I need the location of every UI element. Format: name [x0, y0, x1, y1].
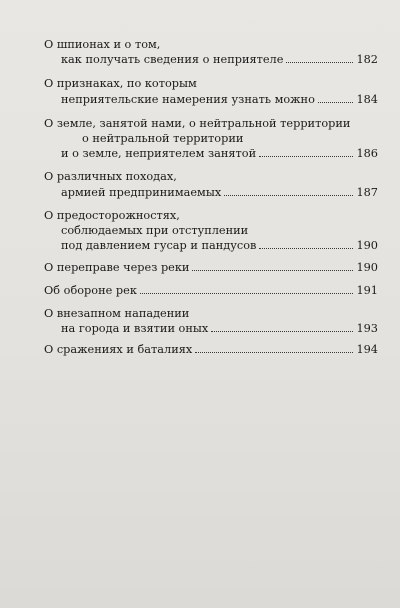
toc-entry: [44, 306, 378, 336]
dot-leader: [195, 351, 353, 353]
page-number: 182: [356, 53, 378, 67]
toc-entry-title: армией предпринимаемых: [61, 185, 222, 199]
toc-entry: [44, 283, 378, 298]
dot-leader: [318, 101, 354, 103]
page-number: 184: [356, 92, 378, 106]
toc-entry-title: О различных походах,: [44, 170, 177, 184]
toc-entry-title: под давлением гусар и пандусов: [61, 239, 257, 253]
page-number: 193: [356, 322, 378, 336]
page-number: 194: [356, 343, 378, 357]
dot-leader: [286, 61, 353, 63]
toc-entry: [44, 260, 378, 275]
toc-entry-title: как получать сведения о неприятеле: [61, 53, 284, 67]
page-number: 190: [356, 239, 378, 253]
toc-entry-title: О земле, занятой нами, о нейтральной территории: [44, 116, 351, 130]
toc-entry-title: на города и взятии оных: [61, 322, 209, 336]
toc-entry: [44, 342, 378, 357]
dot-leader: [259, 155, 353, 157]
toc-entry-title: Об обороне рек: [44, 283, 137, 297]
page-number: 186: [356, 147, 378, 161]
toc-entry-title: О предосторожностях,: [44, 208, 180, 222]
toc-entry-title: О шпионах и о том,: [44, 38, 161, 51]
dot-leader: [259, 247, 353, 249]
toc-entry-title: О внезапном нападении: [44, 306, 190, 320]
toc-entry: [44, 116, 378, 162]
toc-entry: [44, 208, 378, 254]
page-number: 190: [356, 261, 378, 275]
toc-entry-title: о нейтральной территории: [82, 132, 244, 146]
toc-entry-title: О признаках, по которым: [44, 77, 197, 91]
toc-entry: [44, 76, 378, 106]
dot-leader: [211, 330, 353, 332]
toc-entry: [44, 37, 378, 67]
toc-entry-title: и о земле, неприятелем занятой: [61, 147, 257, 161]
page-number: 187: [356, 185, 378, 199]
toc-entry-title: О переправе через реки: [44, 261, 190, 275]
dot-leader: [224, 194, 353, 196]
dot-leader: [140, 292, 354, 294]
toc-entry-title: соблюдаемых при отступлении: [61, 224, 249, 238]
table-of-contents: [44, 37, 378, 365]
toc-entry: [44, 169, 378, 199]
toc-entry-title: неприятельские намерения узнать можно: [61, 92, 315, 106]
page-number: 191: [356, 283, 378, 297]
dot-leader: [192, 269, 353, 271]
toc-entry-title: О сражениях и баталиях: [44, 343, 193, 357]
